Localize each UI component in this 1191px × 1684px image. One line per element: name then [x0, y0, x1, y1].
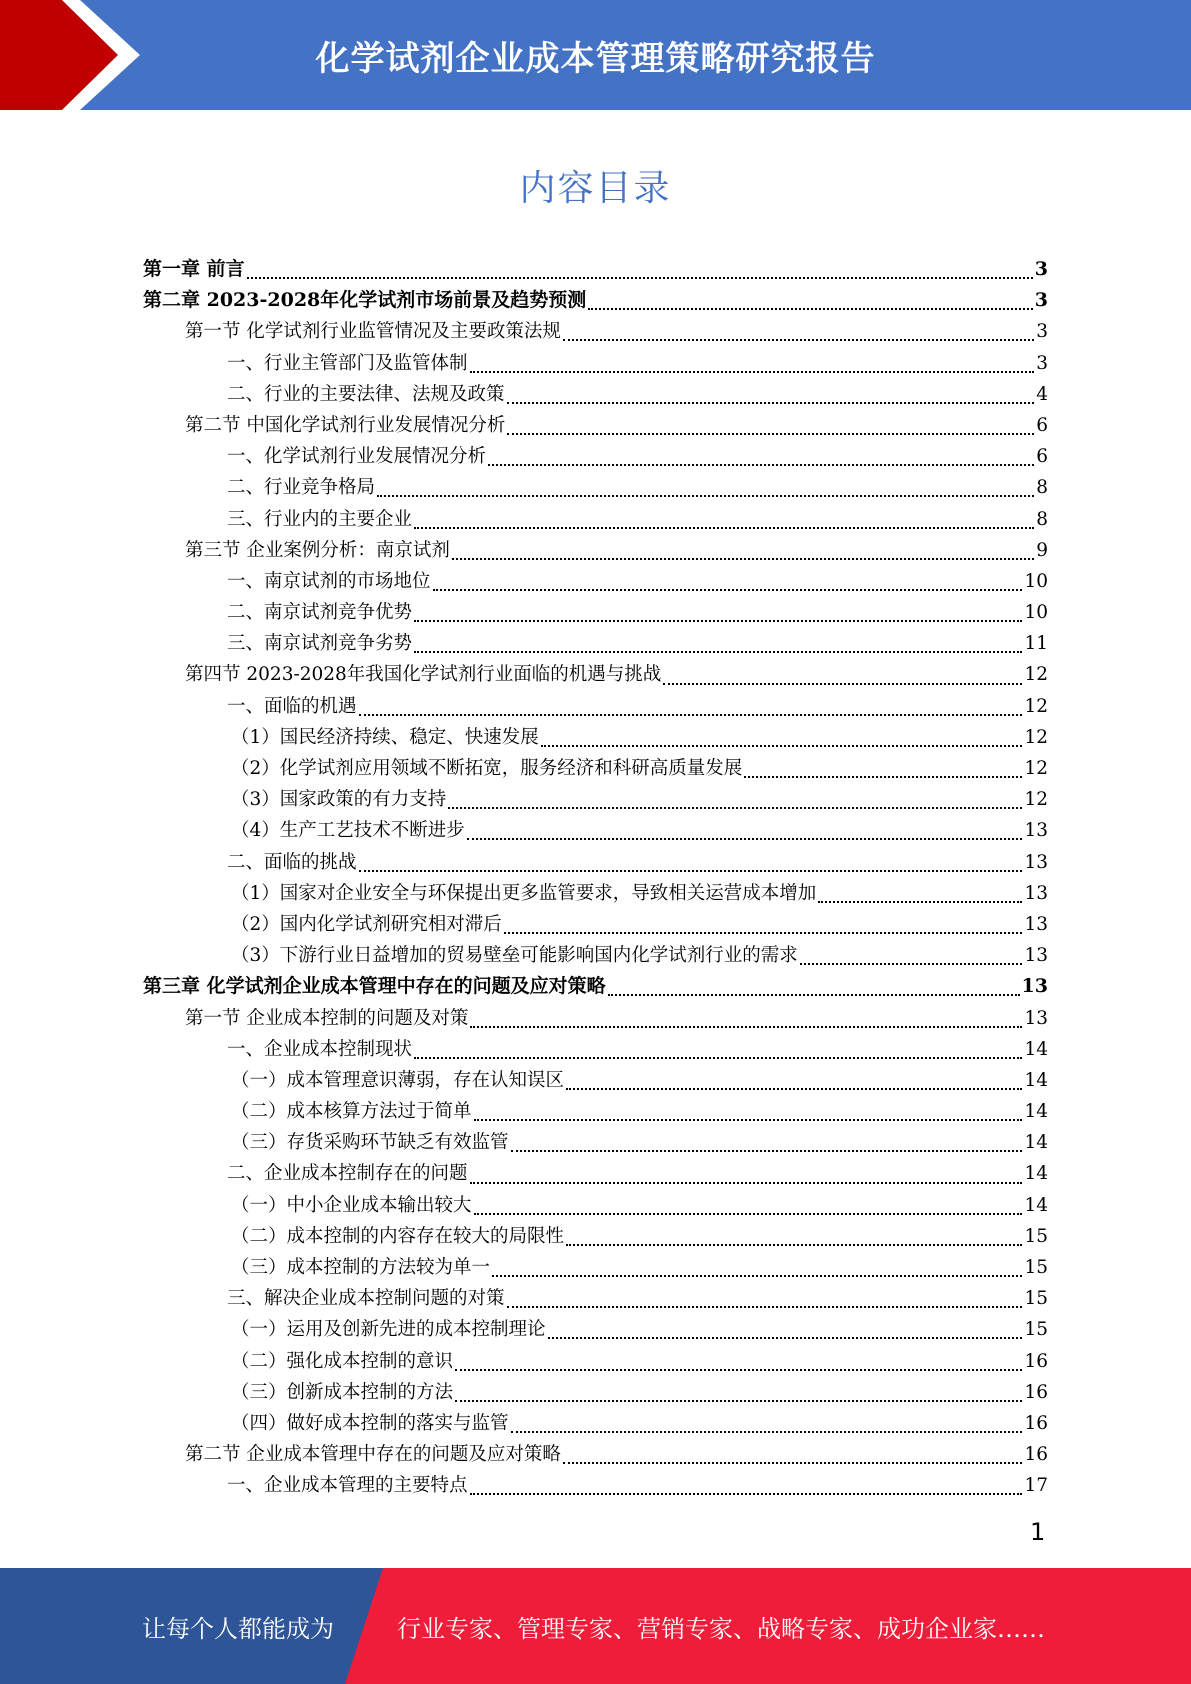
toc-leader-dots — [563, 1461, 1023, 1464]
toc-leader-dots — [414, 650, 1022, 653]
toc-leader-dots — [359, 869, 1023, 872]
toc-entry[interactable] — [143, 1065, 1048, 1096]
report-title: 化学试剂企业成本管理策略研究报告 — [315, 38, 876, 79]
toc-entry[interactable] — [143, 379, 1048, 410]
toc-entry-page: 3 — [1036, 352, 1048, 374]
toc-leader-dots — [455, 1399, 1022, 1402]
toc-leader-dots — [414, 619, 1022, 622]
toc-entry-page: 3 — [1034, 289, 1048, 312]
toc-leader-dots — [247, 276, 1033, 279]
toc-entry-text: （3）下游行业日益增加的贸易壁垒可能影响国内化学试剂行业的需求 — [231, 945, 798, 967]
toc-entry-page: 12 — [1024, 695, 1048, 717]
toc-entry-page: 15 — [1024, 1225, 1048, 1247]
toc-entry[interactable] — [143, 722, 1048, 753]
toc-leader-dots — [608, 993, 1020, 996]
toc-leader-dots — [470, 1181, 1023, 1184]
toc-entry-page: 12 — [1024, 726, 1048, 748]
toc-entry-page: 16 — [1024, 1381, 1048, 1403]
toc-leader-dots — [492, 1274, 1022, 1277]
toc-entry-text: 一、行业主管部门及监管体制 — [227, 352, 468, 374]
toc-entry-text: 二、南京试剂竞争优势 — [227, 602, 413, 624]
toc-entry[interactable] — [143, 1408, 1048, 1439]
toc-entry[interactable] — [143, 1127, 1048, 1158]
toc-entry-text: （二）强化成本控制的意识 — [231, 1350, 454, 1372]
toc-entry-page: 17 — [1024, 1475, 1048, 1497]
toc-entry[interactable] — [143, 1003, 1048, 1034]
toc-entry-page: 8 — [1036, 477, 1048, 499]
page-number: 1 — [1030, 1518, 1046, 1546]
toc-entry-page: 14 — [1024, 1101, 1048, 1123]
toc-entry[interactable] — [143, 1439, 1048, 1470]
toc-entry[interactable] — [143, 1252, 1048, 1283]
toc-entry-page: 10 — [1024, 602, 1048, 624]
toc-leader-dots — [433, 588, 1023, 591]
toc-leader-dots — [414, 1056, 1022, 1059]
toc-leader-dots — [566, 1243, 1022, 1246]
toc-leader-dots — [359, 713, 1023, 716]
toc-entry[interactable] — [143, 1283, 1048, 1314]
toc-entry-text: 二、行业的主要法律、法规及政策 — [227, 383, 505, 405]
toc-entry-page: 14 — [1024, 1069, 1048, 1091]
toc-entry[interactable] — [143, 847, 1048, 878]
toc-entry-page: 14 — [1024, 1163, 1048, 1185]
toc-entry-page: 8 — [1036, 508, 1048, 530]
toc-entry-text: 第三章 化学试剂企业成本管理中存在的问题及应对策略 — [143, 975, 606, 998]
toc-entry-page: 13 — [1024, 851, 1048, 873]
toc-entry-page: 13 — [1021, 975, 1048, 998]
toc-entry[interactable] — [143, 472, 1048, 503]
toc-leader-dots — [563, 338, 1034, 341]
toc-entry-text: 第二节 企业成本管理中存在的问题及应对策略 — [185, 1444, 561, 1466]
toc-entry-text: 第四节 2023-2028年我国化学试剂行业面临的机遇与挑战 — [185, 664, 662, 686]
toc-entry-page: 14 — [1024, 1132, 1048, 1154]
toc-entry-text: 第一节 企业成本控制的问题及对策 — [185, 1007, 469, 1029]
toc-leader-dots — [541, 744, 1023, 747]
toc-entry-page: 3 — [1034, 258, 1048, 280]
toc-leader-dots — [588, 307, 1033, 310]
toc-leader-dots — [507, 432, 1034, 435]
toc-entry[interactable] — [143, 1221, 1048, 1252]
toc-entry-page: 16 — [1024, 1350, 1048, 1372]
toc-leader-dots — [488, 463, 1034, 466]
toc-leader-dots — [511, 1430, 1023, 1433]
toc-entry[interactable] — [143, 441, 1048, 472]
toc-leader-dots — [377, 494, 1034, 497]
toc-entry-page: 6 — [1036, 446, 1048, 468]
toc-entry[interactable] — [143, 1096, 1048, 1127]
toc-entry[interactable] — [143, 254, 1048, 285]
toc-entry-text: （2）国内化学试剂研究相对滞后 — [231, 913, 502, 935]
toc-leader-dots — [474, 1212, 1023, 1215]
toc-entry-text: 三、解决企业成本控制问题的对策 — [227, 1288, 505, 1310]
toc-entry-page: 12 — [1024, 758, 1048, 779]
toc-entry[interactable] — [143, 909, 1048, 940]
toc-entry[interactable] — [143, 815, 1048, 846]
toc-entry-text: （二）成本核算方法过于简单 — [231, 1101, 472, 1123]
toc-leader-dots — [800, 962, 1023, 965]
toc-entry-page: 16 — [1024, 1444, 1048, 1466]
toc-entry-text: （三）成本控制的方法较为单一 — [231, 1257, 491, 1278]
toc-entry-page: 14 — [1024, 1038, 1048, 1060]
toc-leader-dots — [448, 806, 1022, 809]
footer-banner — [0, 1568, 1191, 1684]
header-banner — [0, 0, 1191, 110]
toc-entry-text: （二）成本控制的内容存在较大的局限性 — [231, 1225, 565, 1247]
toc-entry-page: 13 — [1024, 945, 1048, 967]
toc-entry[interactable] — [143, 348, 1048, 379]
footer-slogan-left: 让每个人都能成为 — [142, 1614, 334, 1643]
toc-leader-dots — [663, 682, 1022, 685]
toc-entry-text: （三）存货采购环节缺乏有效监管 — [231, 1132, 509, 1154]
toc-leader-dots — [818, 900, 1022, 903]
toc-entry-page: 13 — [1024, 913, 1048, 935]
toc-entry-page: 13 — [1024, 882, 1048, 904]
toc-entry-text: （4）生产工艺技术不断进步 — [231, 820, 465, 842]
toc-entry-text: 第三节 企业案例分析：南京试剂 — [185, 539, 450, 561]
toc-entry-text: 第二章 2023-2028年化学试剂市场前景及趋势预测 — [143, 289, 587, 312]
toc-entry-page: 3 — [1036, 321, 1048, 343]
toc-leader-dots — [474, 1118, 1023, 1121]
toc-entry[interactable] — [143, 1158, 1048, 1189]
toc-entry-page: 11 — [1024, 633, 1048, 655]
toc-entry-text: 二、企业成本控制存在的问题 — [227, 1163, 468, 1185]
toc-entry[interactable] — [143, 1034, 1048, 1065]
toc-heading: 内容目录 — [519, 168, 672, 209]
toc-entry[interactable] — [143, 316, 1048, 347]
footer-slogan-right: 行业专家、管理专家、营销专家、战略专家、成功企业家…… — [397, 1614, 1045, 1643]
toc-entry-text: 一、化学试剂行业发展情况分析 — [227, 446, 487, 468]
toc-entry[interactable] — [143, 971, 1048, 1002]
toc-leader-dots — [511, 1149, 1023, 1152]
toc-entry-page: 16 — [1024, 1412, 1048, 1434]
toc-entry-page: 10 — [1024, 570, 1048, 592]
toc-leader-dots — [504, 931, 1023, 934]
toc-entry[interactable] — [143, 1377, 1048, 1408]
toc-leader-dots — [470, 1492, 1023, 1495]
toc-entry-text: （1）国家对企业安全与环保提出更多监管要求，导致相关运营成本增加 — [231, 882, 817, 904]
toc-entry[interactable] — [143, 659, 1048, 690]
toc-leader-dots — [452, 557, 1034, 560]
toc-entry-page: 13 — [1024, 1007, 1048, 1029]
toc-entry[interactable] — [143, 878, 1048, 909]
toc-entry-page: 15 — [1024, 1319, 1048, 1341]
toc-leader-dots — [507, 401, 1035, 404]
toc-leader-dots — [455, 1368, 1022, 1371]
toc-entry[interactable] — [143, 535, 1048, 566]
toc-entry-text: 第二节 中国化学试剂行业发展情况分析 — [185, 414, 506, 436]
toc-entry-text: （一）中小企业成本输出较大 — [231, 1194, 472, 1216]
toc-entry-text: （一）运用及创新先进的成本控制理论 — [231, 1319, 546, 1341]
toc-leader-dots — [470, 1025, 1022, 1028]
toc-entry-page: 9 — [1036, 539, 1048, 561]
toc-entry-text: （3）国家政策的有力支持 — [231, 789, 447, 811]
toc-entry-text: （四）做好成本控制的落实与监管 — [231, 1412, 509, 1434]
toc-entry[interactable] — [143, 691, 1048, 722]
toc-leader-dots — [467, 837, 1023, 840]
toc-entry[interactable] — [143, 504, 1048, 535]
toc-leader-dots — [566, 1087, 1022, 1090]
toc-entry-page: 15 — [1024, 1288, 1048, 1310]
toc-entry-text: 一、面临的机遇 — [227, 695, 357, 717]
toc-entry[interactable] — [143, 1190, 1048, 1221]
toc-entry-text: 三、南京试剂竞争劣势 — [227, 633, 413, 655]
toc-entry[interactable] — [143, 410, 1048, 441]
toc-leader-dots — [507, 1305, 1023, 1308]
toc-entry[interactable] — [143, 597, 1048, 628]
toc-entry[interactable] — [143, 1470, 1048, 1501]
toc-entry[interactable] — [143, 753, 1048, 784]
table-of-contents — [143, 254, 1048, 1502]
toc-entry-page: 13 — [1024, 820, 1048, 842]
toc-entry-page: 14 — [1024, 1194, 1048, 1216]
toc-entry-page: 15 — [1024, 1257, 1048, 1278]
toc-entry-text: （1）国民经济持续、稳定、快速发展 — [231, 726, 539, 748]
toc-entry-text: （2）化学试剂应用领域不断拓宽，服务经济和科研高质量发展 — [231, 758, 743, 779]
toc-entry[interactable] — [143, 1314, 1048, 1345]
toc-leader-dots — [548, 1336, 1023, 1339]
toc-entry-text: 二、行业竞争格局 — [227, 477, 376, 499]
toc-entry-page: 12 — [1024, 789, 1048, 811]
toc-entry-text: 第一章 前言 — [143, 258, 245, 280]
toc-entry[interactable] — [143, 1346, 1048, 1377]
toc-entry-page: 4 — [1036, 383, 1048, 405]
toc-leader-dots — [744, 775, 1022, 778]
toc-entry-text: 二、面临的挑战 — [227, 851, 357, 873]
toc-entry-text: 一、企业成本控制现状 — [227, 1038, 413, 1060]
toc-entry[interactable] — [143, 940, 1048, 971]
toc-entry-page: 12 — [1024, 664, 1048, 686]
toc-entry-text: （一）成本管理意识薄弱，存在认知误区 — [231, 1069, 565, 1091]
toc-entry[interactable] — [143, 566, 1048, 597]
toc-entry[interactable] — [143, 784, 1048, 815]
toc-leader-dots — [414, 526, 1034, 529]
toc-entry-text: 一、企业成本管理的主要特点 — [227, 1475, 468, 1497]
toc-entry[interactable] — [143, 285, 1048, 316]
toc-entry[interactable] — [143, 628, 1048, 659]
toc-entry-text: 一、南京试剂的市场地位 — [227, 570, 431, 592]
toc-entry-text: 三、行业内的主要企业 — [227, 508, 413, 530]
toc-entry-page: 6 — [1036, 414, 1048, 436]
toc-entry-text: 第一节 化学试剂行业监管情况及主要政策法规 — [185, 321, 561, 343]
toc-entry-text: （三）创新成本控制的方法 — [231, 1381, 454, 1403]
toc-leader-dots — [470, 370, 1035, 373]
